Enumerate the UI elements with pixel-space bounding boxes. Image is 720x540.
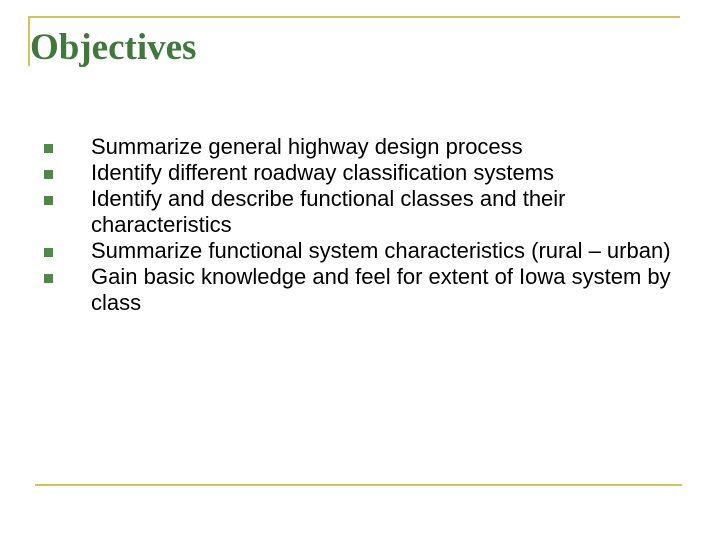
slide-title: Objectives (30, 27, 197, 68)
square-bullet-icon (44, 170, 53, 179)
objectives-list (0, 134, 720, 316)
bullet-text: Identify different roadway classification systems (91, 160, 555, 185)
bullet-text: Summarize general highway design process (91, 134, 523, 159)
square-bullet-icon (44, 144, 53, 153)
bullet-text: Summarize functional system characteristics (rural – urban) (91, 238, 671, 263)
list-item (0, 186, 720, 238)
bottom-rule (35, 484, 682, 486)
list-item (0, 160, 720, 186)
square-bullet-icon (44, 274, 53, 283)
list-item (0, 238, 720, 264)
bullet-text: Gain basic knowledge and feel for extent of Iowa system by class (91, 264, 671, 315)
bullet-text: Identify and describe functional classes and their characteristics (91, 186, 566, 237)
list-item (0, 134, 720, 160)
top-rule (28, 16, 680, 18)
list-item (0, 264, 720, 316)
square-bullet-icon (44, 196, 53, 205)
square-bullet-icon (44, 248, 53, 257)
